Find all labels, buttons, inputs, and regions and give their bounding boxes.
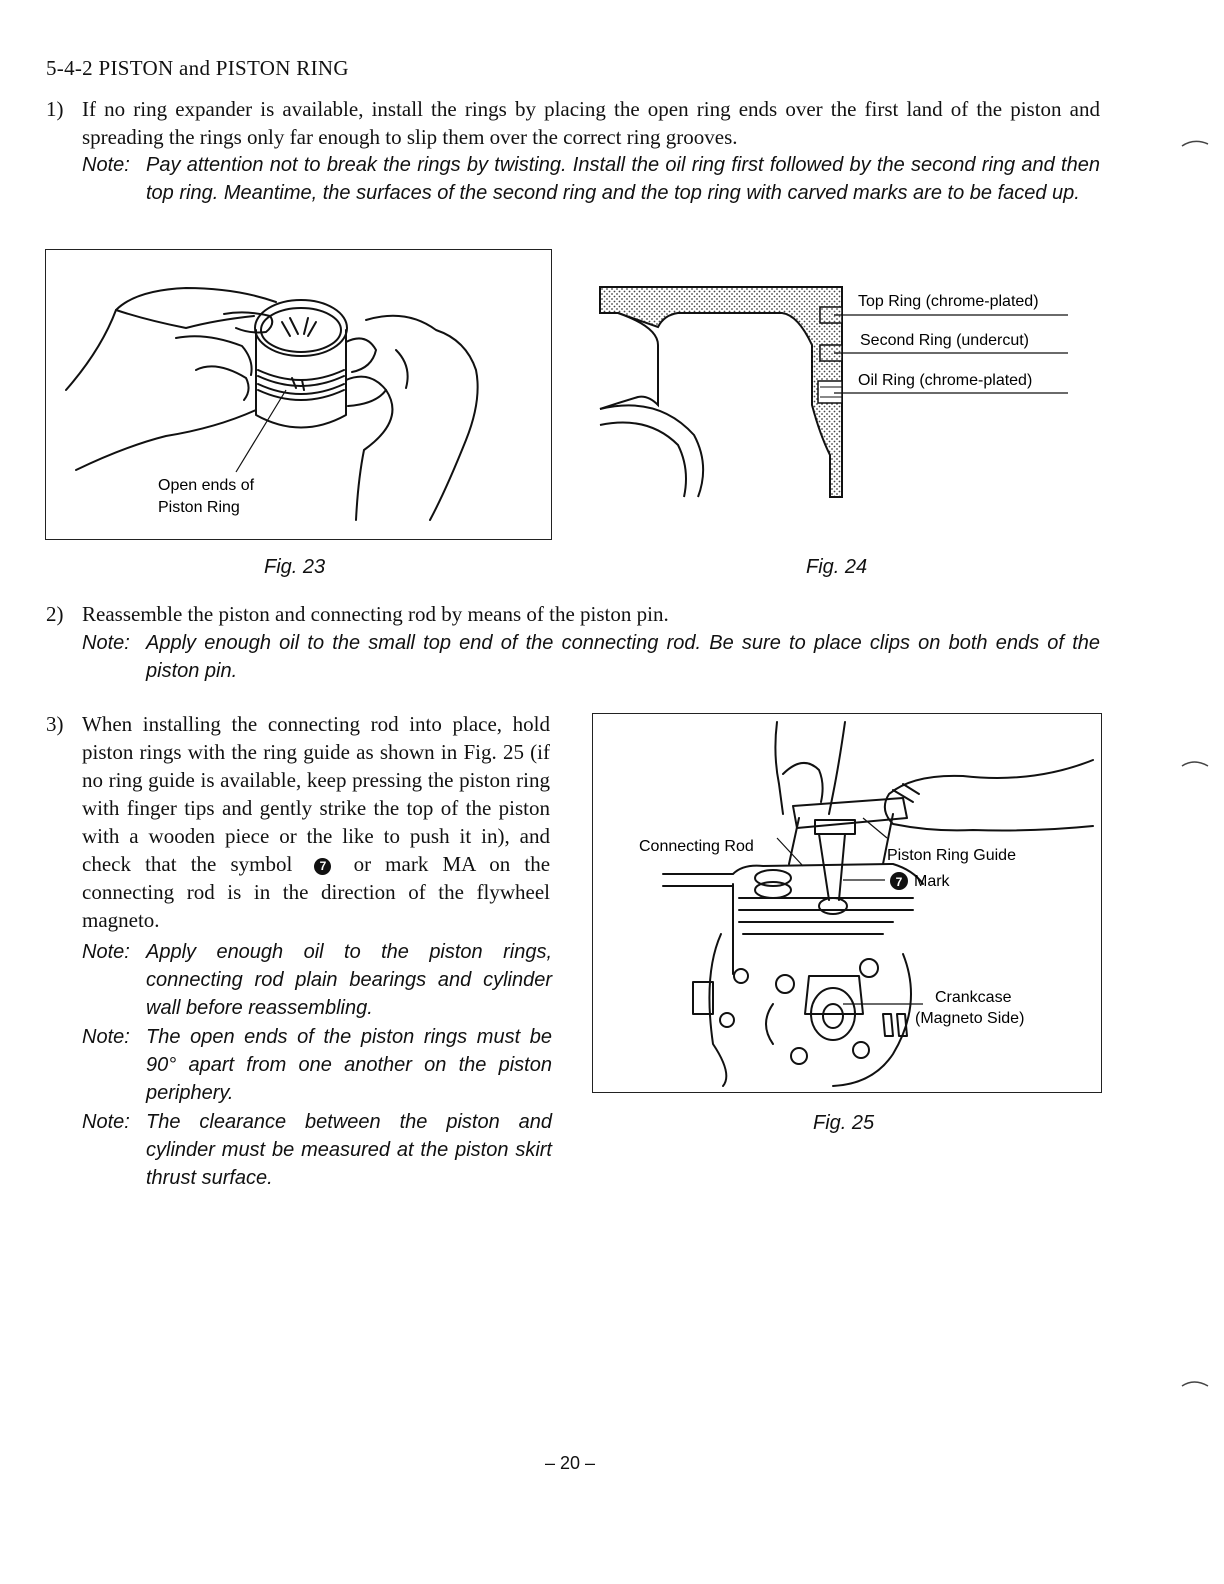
step-1-text: If no ring expander is available, install the rings by placing the open ring ends over the first land of the piston and spreading the rings only far enough to slip them over the correct ring grooves. <box>82 97 1100 149</box>
step-3-text <box>82 710 550 934</box>
note-text: Apply enough oil to the piston rings, connecting rod plain bearings and cylinder wall before reassembling. <box>146 941 552 1019</box>
step-3-text-after: or mark MA on the connecting rod is in the direction of the flywheel magneto. <box>82 852 551 932</box>
fig25-crankcase-label: Crankcase <box>935 989 1012 1006</box>
fig24-second-ring-label: Second Ring (undercut) <box>860 332 1029 349</box>
note-label: Note: <box>82 1111 130 1133</box>
page-number: – 20 – <box>544 1453 596 1473</box>
step-3-note-3 <box>82 1108 552 1198</box>
note-text: The open ends of the piston rings must be 90° apart from one another on the piston periphery. <box>146 1026 552 1104</box>
step-3-note-1 <box>82 938 552 1028</box>
fig24-caption: Fig. 24 <box>806 556 868 578</box>
figure-25 <box>592 713 1102 1093</box>
scan-edge-mark <box>1180 758 1210 772</box>
connecting-rod-installation-illustration <box>593 714 1100 1091</box>
note-label: Note: <box>82 1026 130 1048</box>
fig25-piston-ring-guide-label: Piston Ring Guide <box>887 847 1016 864</box>
fig25-mark-label: Mark <box>914 873 950 890</box>
step-3-text-before: When installing the connecting rod into place, hold piston rings with the ring guide as shown in Fig. 25 (if no ring guide is available, keep pressing the piston ring with finger tips and gently strike the top of the piston with a wooden piece or the like to push it in), and check that the symbol <box>82 712 550 876</box>
fig23-label-line2: Piston Ring <box>158 499 240 516</box>
fig24-oil-ring-label: Oil Ring (chrome-plated) <box>858 372 1033 389</box>
symbol-number: 7 <box>319 859 327 873</box>
scan-edge-mark <box>1180 1378 1210 1392</box>
note-text: Apply enough oil to the small top end of the connecting rod. Be sure to place clips on both ends of the piston pin. <box>146 632 1100 682</box>
fig23-caption: Fig. 23 <box>264 556 326 578</box>
note-label: Note: <box>82 941 130 963</box>
step-1-number: 1) <box>46 97 64 121</box>
step-2-number: 2) <box>46 602 64 626</box>
fig25-connecting-rod-label: Connecting Rod <box>639 838 754 855</box>
step-2-text: Reassemble the piston and connecting rod by means of the piston pin. <box>82 602 669 626</box>
scan-edge-mark <box>1180 138 1210 152</box>
hands-installing-piston-ring-illustration <box>46 250 550 538</box>
fig25-magneto-side-label: (Magneto Side) <box>915 1010 1025 1027</box>
section-title: 5-4-2 PISTON and PISTON RING <box>46 56 349 80</box>
step-1-note <box>82 151 1100 241</box>
step-2-note <box>82 629 1100 689</box>
step-3-number: 3) <box>46 712 64 736</box>
fig24-top-ring-label: Top Ring (chrome-plated) <box>858 293 1039 310</box>
piston-ring-cross-section-diagram <box>598 285 1078 500</box>
fig25-caption: Fig. 25 <box>813 1112 875 1134</box>
note-text: The clearance between the piston and cylinder must be measured at the piston skirt thrust surface. <box>146 1111 552 1189</box>
note-text: Pay attention not to break the rings by twisting. Install the oil ring first followed by the second ring and then top ring. Meantime, the surfaces of the second ring and the top ring with carved marks are to be faced up. <box>146 154 1100 204</box>
fig23-label-line1: Open ends of <box>158 477 255 494</box>
step-3-symbol-7-icon <box>314 858 331 875</box>
step-3-note-2 <box>82 1023 552 1113</box>
figure-24 <box>598 285 1078 500</box>
fig25-mark-symbol-icon: 7 <box>895 875 903 889</box>
note-label: Note: <box>82 632 130 654</box>
note-label: Note: <box>82 154 130 176</box>
figure-23 <box>45 249 552 540</box>
